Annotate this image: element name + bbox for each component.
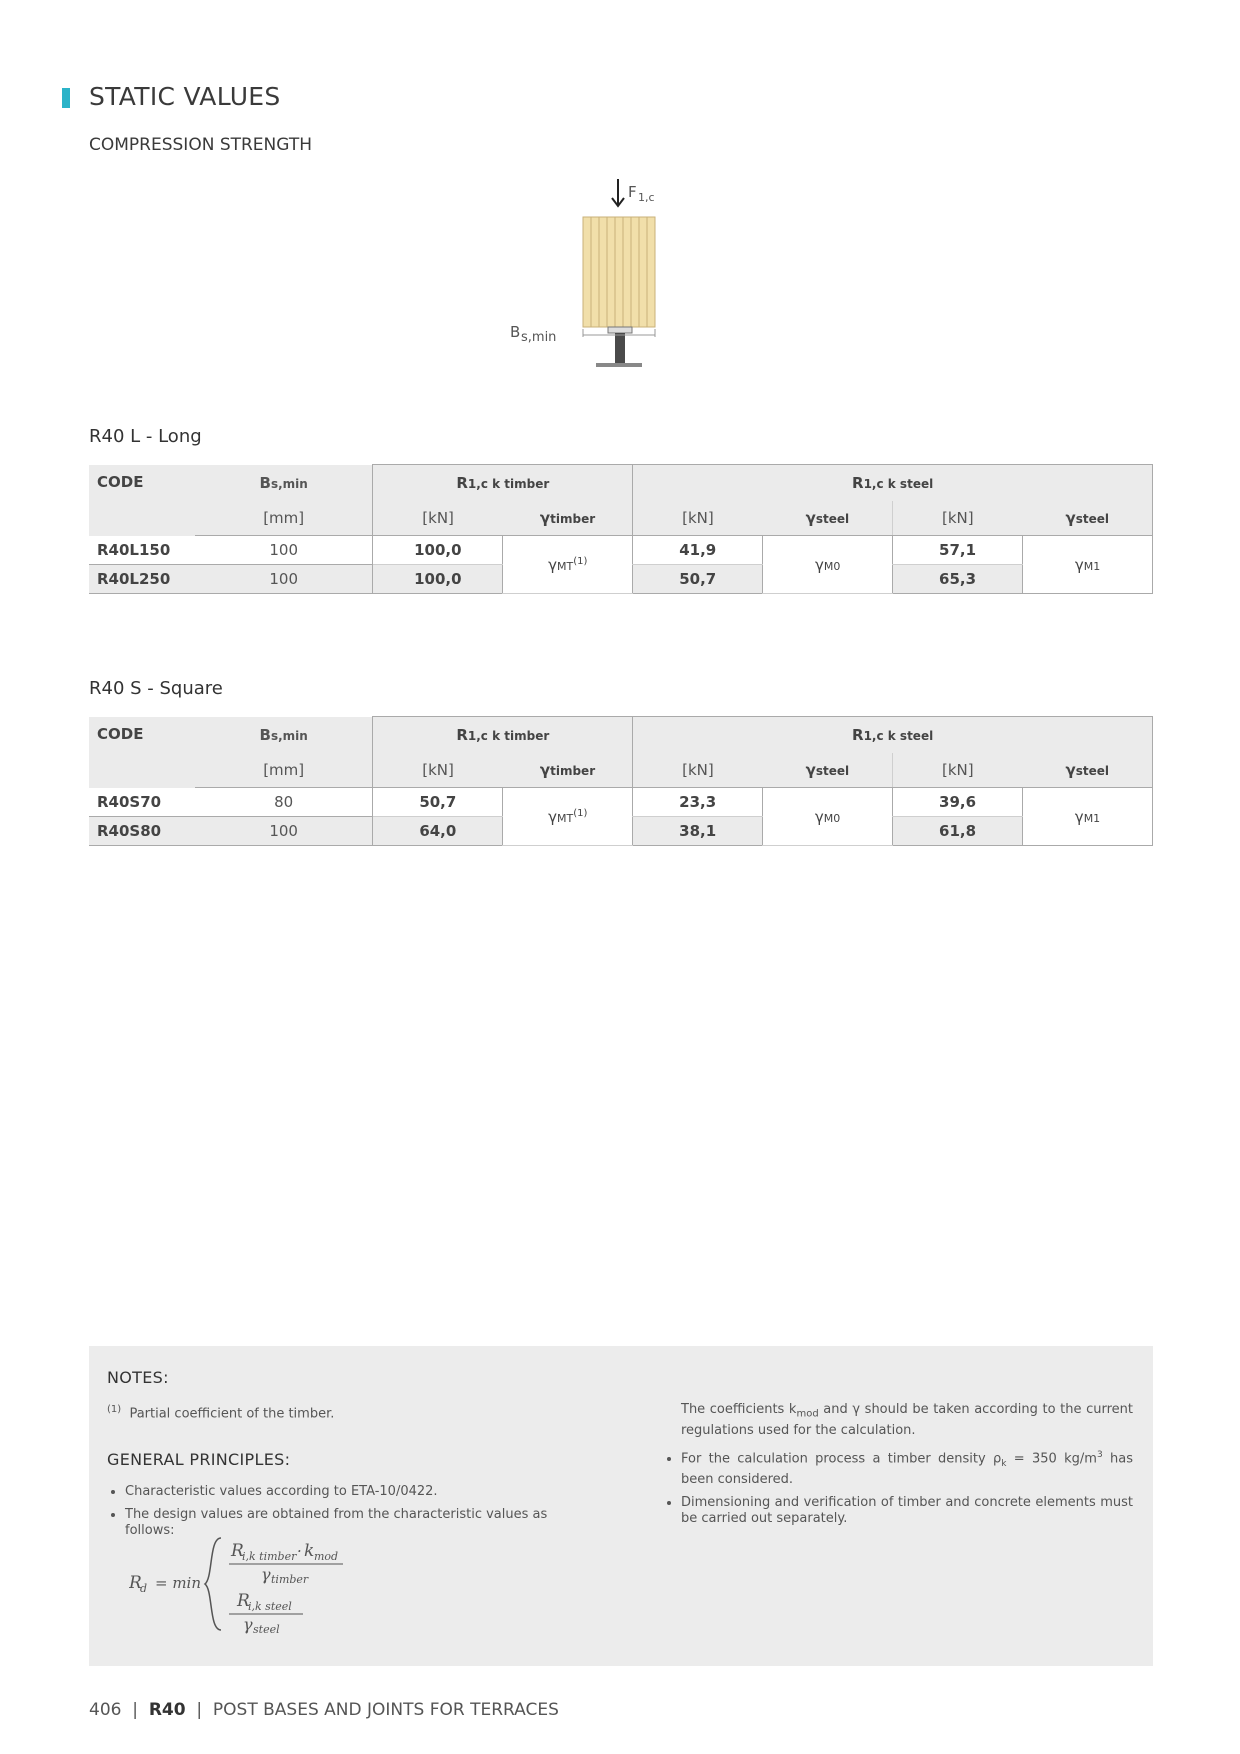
product-code: R40L250: [89, 565, 195, 594]
header-steel-group: R1,c k steel: [633, 717, 1153, 754]
table-row: [89, 788, 1153, 817]
product-code: R40L150: [89, 536, 195, 565]
bmin-value: 100: [195, 536, 373, 565]
svg-text:γ: γ: [261, 1565, 271, 1584]
list-item: • Characteristic values according to ETA-10/0422.: [125, 1484, 577, 1500]
header-code: CODE: [89, 717, 195, 788]
svg-text:R: R: [129, 1573, 142, 1593]
header-bmin: Bs,min: [195, 717, 373, 754]
svg-text:i,k steel: i,k steel: [248, 1600, 292, 1613]
unit-kn: [kN]: [373, 753, 503, 788]
chapter-title: POST BASES AND JOINTS FOR TERRACES: [212, 1700, 559, 1720]
gamma-mt: γMT$^{(1)}$: [503, 788, 633, 846]
steel-base: [596, 327, 642, 367]
svg-text:·: ·: [297, 1542, 302, 1560]
spec-table-square: [89, 716, 1153, 846]
section-title: STATIC VALUES: [89, 82, 281, 111]
notes-title: NOTES:: [107, 1368, 169, 1387]
unit-kn: [kN]: [373, 501, 503, 536]
r-steel-m1-value: 61,8: [893, 817, 1023, 846]
force-arrow-icon: [612, 179, 624, 206]
unit-mm: [mm]: [195, 753, 373, 788]
svg-text:k: k: [304, 1541, 315, 1561]
table-title: R40 S - Square: [89, 678, 223, 699]
unit-kn: [kN]: [893, 753, 1023, 788]
gamma-steel-header: γsteel: [763, 753, 893, 788]
page-number: 406: [89, 1700, 122, 1720]
header-timber-group: R1,c k timber: [373, 717, 633, 754]
width-subscript: s,min: [521, 330, 557, 345]
r-timber-value: 100,0: [373, 565, 503, 594]
unit-kn: [kN]: [633, 753, 763, 788]
header-bmin: Bs,min: [195, 465, 373, 502]
page-footer: 406 | R40 | POST BASES AND JOINTS FOR TERRACES: [89, 1700, 559, 1720]
list-item: • For the calculation process a timber density $\rho_k = 350$ $kg/m^3$ has been considered.: [681, 1447, 1133, 1488]
product-code: R40S70: [89, 788, 195, 817]
svg-text:R: R: [237, 1591, 250, 1611]
gamma-timber-header: γtimber: [503, 501, 633, 536]
spec-table-long: [89, 464, 1153, 594]
gamma-m0: γM0: [763, 536, 893, 594]
coefficients-note: The coefficients $k_{mod}$ and γ should be taken according to the current regulations used for the calculation.: [681, 1402, 1133, 1438]
svg-text:R: R: [231, 1541, 244, 1561]
svg-text:d: d: [140, 1582, 148, 1595]
svg-text:i,k timber: i,k timber: [242, 1550, 297, 1563]
svg-text:= min: = min: [155, 1574, 202, 1592]
design-value-formula: [129, 1530, 369, 1640]
principles-title: GENERAL PRINCIPLES:: [107, 1450, 291, 1469]
table-row: [89, 536, 1153, 565]
unit-kn: [kN]: [633, 501, 763, 536]
r-steel-m1-value: 39,6: [893, 788, 1023, 817]
r-timber-value: 50,7: [373, 788, 503, 817]
width-label: B: [510, 323, 521, 341]
svg-text:γ: γ: [243, 1615, 253, 1634]
gamma-mt: γMT$^{(1)}$: [503, 536, 633, 594]
list-item: • The design values are obtained from the characteristic values as follows:: [125, 1507, 577, 1539]
force-label: F: [628, 183, 637, 201]
r-steel-m0-value: 41,9: [633, 536, 763, 565]
gamma-m0: γM0: [763, 788, 893, 846]
svg-text:steel: steel: [253, 1623, 280, 1636]
r-steel-m1-value: 57,1: [893, 536, 1023, 565]
note-1: $^{(1)}$ Partial coefficient of the timber.: [107, 1404, 335, 1422]
bmin-value: 100: [195, 565, 373, 594]
force-subscript: 1,c: [638, 191, 655, 204]
timber-post: [583, 217, 655, 327]
section-subtitle: COMPRESSION STRENGTH: [89, 135, 313, 155]
gamma-steel-header: γsteel: [763, 501, 893, 536]
r-timber-value: 64,0: [373, 817, 503, 846]
gamma-m1: γM1: [1023, 536, 1153, 594]
table-title: R40 L - Long: [89, 426, 202, 447]
gamma-steel-header: γsteel: [1023, 501, 1153, 536]
r-steel-m0-value: 23,3: [633, 788, 763, 817]
notes-panel: [89, 1346, 1153, 1666]
header-timber-group: R1,c k timber: [373, 465, 633, 502]
product-code: R40S80: [89, 817, 195, 846]
r-steel-m0-value: 50,7: [633, 565, 763, 594]
bmin-value: 80: [195, 788, 373, 817]
gamma-m1: γM1: [1023, 788, 1153, 846]
r-timber-value: 100,0: [373, 536, 503, 565]
section-accent-bar: [62, 88, 70, 108]
unit-mm: [mm]: [195, 501, 373, 536]
gamma-timber-header: γtimber: [503, 753, 633, 788]
product-name: R40: [148, 1700, 186, 1720]
r-steel-m0-value: 38,1: [633, 817, 763, 846]
svg-text:mod: mod: [314, 1550, 339, 1563]
bmin-value: 100: [195, 817, 373, 846]
notes-right-column: [663, 1402, 1133, 1534]
gamma-steel-header: γsteel: [1023, 753, 1153, 788]
unit-kn: [kN]: [893, 501, 1023, 536]
r-steel-m1-value: 65,3: [893, 565, 1023, 594]
header-code: CODE: [89, 465, 195, 536]
svg-text:timber: timber: [271, 1573, 309, 1586]
list-item: • Dimensioning and verification of timber and concrete elements must be carried out separately.: [681, 1495, 1133, 1527]
compression-diagram: [500, 175, 720, 375]
header-steel-group: R1,c k steel: [633, 465, 1153, 502]
